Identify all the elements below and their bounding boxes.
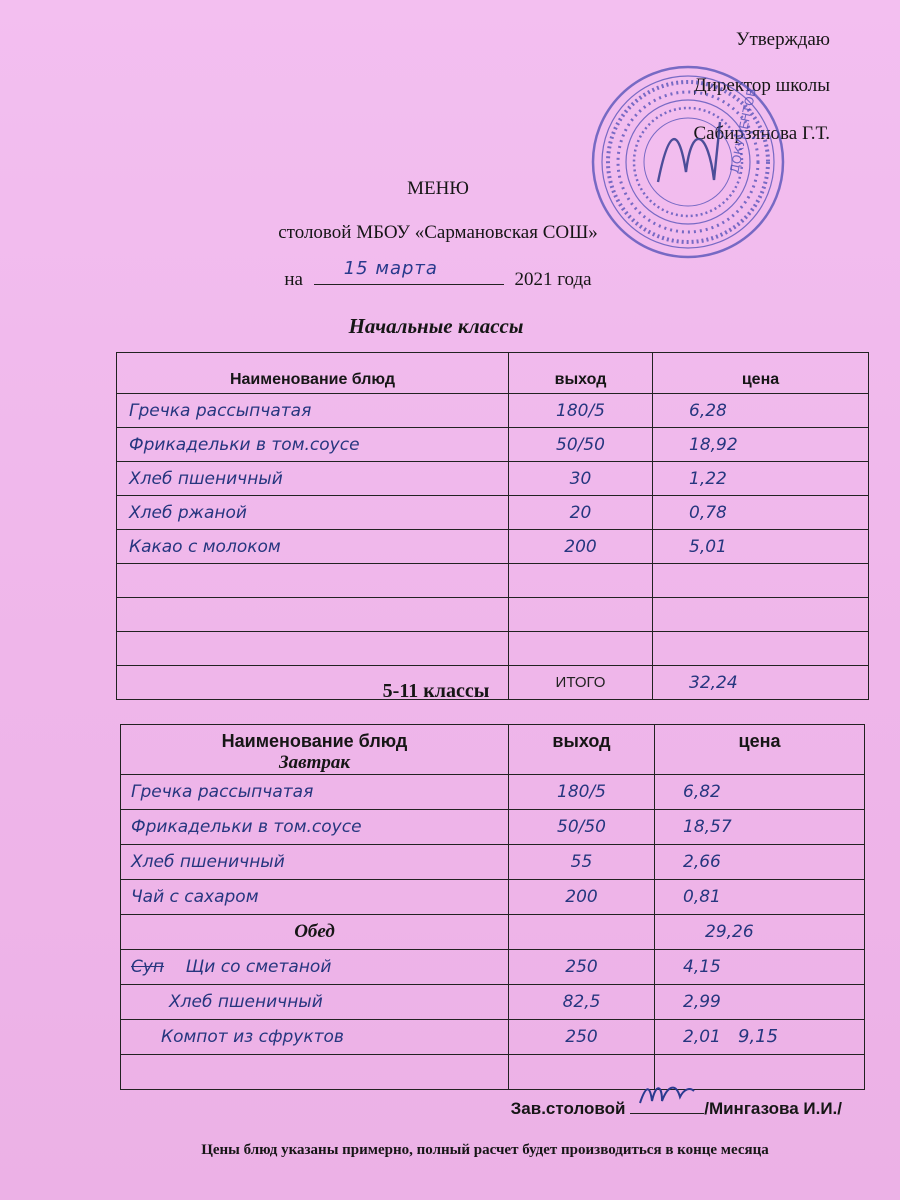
dish-output: 180/5 xyxy=(509,394,653,428)
signature-blank xyxy=(630,1097,704,1114)
date-prefix: на xyxy=(284,269,303,290)
dish-price: 5,01 xyxy=(653,530,869,564)
date-handwritten: 15 марта xyxy=(343,258,438,279)
lunch-label: Обед xyxy=(121,915,509,950)
signature-label: Зав.столовой xyxy=(510,1099,626,1118)
approval-director-name: Сабирзянова Г.Т. xyxy=(693,123,830,144)
table-row xyxy=(117,428,869,462)
table-row-empty xyxy=(117,598,869,632)
dish-name: Компот из сфруктов xyxy=(121,1020,509,1055)
dish-output xyxy=(509,564,653,598)
canteen-subtitle: столовой МБОУ «Сармановская СОШ» xyxy=(278,222,598,243)
dish-output: 180/5 xyxy=(509,775,655,810)
dish-name xyxy=(117,632,509,666)
dish-name: Какао с молоком xyxy=(117,530,509,564)
dish-output xyxy=(509,1055,655,1090)
dish-name: Фрикадельки в том.соусе xyxy=(121,810,509,845)
dish-output: 20 xyxy=(509,496,653,530)
dish-price xyxy=(653,632,869,666)
table-row xyxy=(117,530,869,564)
dish-output: 50/50 xyxy=(509,810,655,845)
dish-output: 200 xyxy=(509,530,653,564)
dish-name: Хлеб пшеничный xyxy=(121,845,509,880)
table-row-empty xyxy=(117,564,869,598)
menu-title: МЕНЮ xyxy=(407,178,469,199)
signature-name: /Мингазова И.И./ xyxy=(704,1099,842,1118)
dish-price xyxy=(653,564,869,598)
dish-price: 2,01 xyxy=(655,1020,865,1055)
struck-word: Суп xyxy=(131,957,165,977)
primary-menu-table xyxy=(116,352,869,700)
dish-price: 6,28 xyxy=(653,394,869,428)
signature-line xyxy=(511,1097,842,1119)
seal-text: ДОКУМЕНТОВ xyxy=(727,86,759,175)
dish-name: Хлеб пшеничный xyxy=(121,985,509,1020)
breakfast-label: Завтрак xyxy=(278,752,351,773)
dish-name: Фрикадельки в том.соусе xyxy=(117,428,509,462)
dish-output: 200 xyxy=(509,880,655,915)
approval-title: Утверждаю xyxy=(736,29,830,50)
dish-price: 1,22 xyxy=(653,462,869,496)
dish-name xyxy=(117,598,509,632)
table-row-empty xyxy=(121,1055,865,1090)
table-header-row xyxy=(121,725,865,775)
lunch-header-empty xyxy=(509,915,655,950)
header-dish-name xyxy=(121,725,509,775)
dish-price: 2,66 xyxy=(655,845,865,880)
dish-output: 30 xyxy=(509,462,653,496)
dish-price: 6,82 xyxy=(655,775,865,810)
dish-output xyxy=(509,632,653,666)
table-row xyxy=(121,775,865,810)
dish-price: 0,78 xyxy=(653,496,869,530)
dish-output xyxy=(509,598,653,632)
dish-name: Чай с сахаром xyxy=(121,880,509,915)
date-fill-line xyxy=(314,258,504,285)
table-row xyxy=(121,810,865,845)
dish-output: 250 xyxy=(509,950,655,985)
table-row xyxy=(117,496,869,530)
dish-name xyxy=(117,564,509,598)
table-row-empty xyxy=(117,632,869,666)
dish-price: 18,92 xyxy=(653,428,869,462)
header-dish-name-label: Наименование блюд xyxy=(221,731,408,751)
table-row xyxy=(121,880,865,915)
table-row xyxy=(121,950,865,985)
dish-output: 82,5 xyxy=(509,985,655,1020)
dish-output: 50/50 xyxy=(509,428,653,462)
dish-price: 2,99 xyxy=(655,985,865,1020)
header-output: выход xyxy=(509,725,655,775)
table-row xyxy=(121,845,865,880)
table-row xyxy=(117,462,869,496)
table-row xyxy=(121,985,865,1020)
dish-name: Гречка рассыпчатая xyxy=(117,394,509,428)
dish-name xyxy=(121,950,509,985)
total-label: ИТОГО xyxy=(509,666,653,700)
dish-price: 18,57 xyxy=(655,810,865,845)
table-header-row xyxy=(117,353,869,394)
header-output: выход xyxy=(509,353,653,394)
dish-name-text: Щи со сметаной xyxy=(185,957,332,977)
dish-output: 250 xyxy=(509,1020,655,1055)
header-price: цена xyxy=(655,725,865,775)
breakfast-total: 29,26 xyxy=(655,915,865,950)
table-row xyxy=(117,394,869,428)
dish-price: 0,81 xyxy=(655,880,865,915)
dish-name: Хлеб пшеничный xyxy=(117,462,509,496)
dish-name xyxy=(121,1055,509,1090)
approval-position: Директор школы xyxy=(693,75,830,96)
dish-price: 4,15 xyxy=(655,950,865,985)
date-suffix: 2021 года xyxy=(514,269,592,290)
dish-output: 55 xyxy=(509,845,655,880)
total-value: 32,24 xyxy=(653,666,869,700)
lunch-header-row xyxy=(121,915,865,950)
footer-note: Цены блюд указаны примерно, полный расчет будет производиться в конце месяца xyxy=(201,1142,769,1158)
dish-name: Хлеб ржаной xyxy=(117,496,509,530)
section-title-senior: 5-11 классы xyxy=(382,680,490,702)
dish-price xyxy=(653,598,869,632)
header-price: цена xyxy=(653,353,869,394)
header-dish-name: Наименование блюд xyxy=(117,353,509,394)
section-title-primary: Начальные классы xyxy=(348,314,524,338)
handwritten-signature xyxy=(636,1079,696,1109)
lunch-total: 9,15 xyxy=(738,1026,779,1047)
dish-name: Гречка рассыпчатая xyxy=(121,775,509,810)
menu-date xyxy=(0,258,888,291)
